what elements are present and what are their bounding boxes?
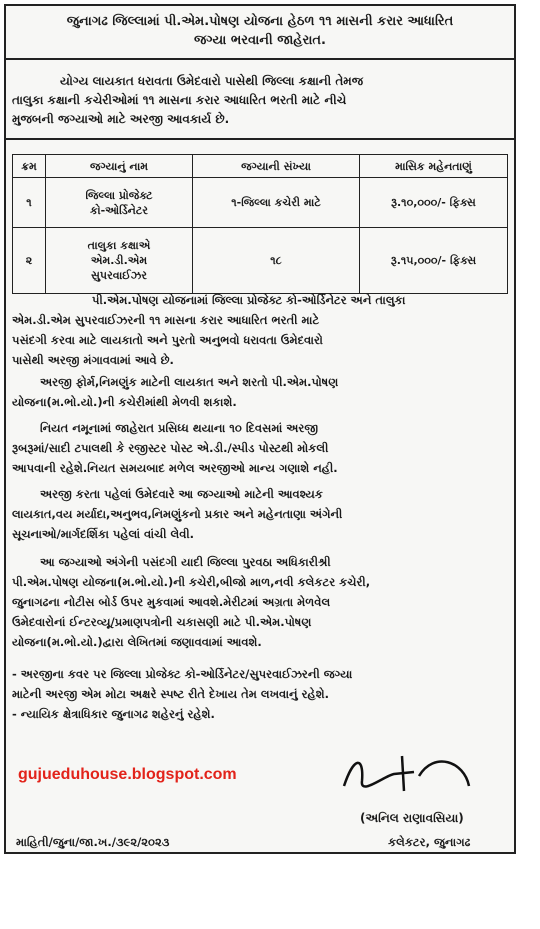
table-header-row <box>13 155 508 178</box>
paragraph-line: - ન્યાયિક ક્ષેત્રાધિકાર જુનાગઢ શહેરનું રહેશે. <box>12 707 215 721</box>
row-number: ૨ <box>13 228 46 294</box>
posts-table <box>12 154 508 294</box>
post-name <box>46 228 193 294</box>
intro-line-3: મુજબની જગ્યાઓ માટે અરજી આવકાર્ય છે. <box>12 112 230 126</box>
table-header-cell: ક્રમ <box>13 155 46 178</box>
paragraph-recruitment <box>12 290 508 370</box>
post-name-line: સુપરવાઈઝર <box>91 269 147 282</box>
post-pay: રૂ.૧૦,૦૦૦/- ફિક્સ <box>360 178 508 228</box>
signature-scribble <box>324 746 474 806</box>
paragraph-line: આપવાની રહેશે.નિયત સમયબાદ મળેલ અરજીઓ માન્ય ગણાશે નહી. <box>12 461 338 475</box>
title-line-2: જગ્યા ભરવાની જાહેરાત. <box>194 33 326 48</box>
paragraph-line: માટેની અરજી એમ મોટા અક્ષરે સ્પષ્ટ રીતે દેખાય તેમ લખવાનું રહેશે. <box>12 687 329 701</box>
paragraph-line: - અરજીના કવર પર જિલ્લા પ્રોજેક્ટ કો-ઓર્ડિનેટર/સુપરવાઈઝરની જગ્યા <box>12 667 353 681</box>
post-name-line: કો-ઓર્ડિનેટર <box>90 203 148 217</box>
paragraph-submission <box>12 418 508 478</box>
paragraph-line: સૂચનાઓ/માર્ગદર્શિકા પહેલાં વાંચી લેવી. <box>12 527 195 541</box>
table-header-cell: જગ્યાની સંખ્યા <box>193 155 360 178</box>
paragraph-selection <box>12 552 508 652</box>
notice-title <box>6 12 514 50</box>
paragraph-line: નિયત નમૂનામાં જાહેરાત પ્રસિધ્ધ થયાના ૧૦ દિવસમાં અરજી <box>40 421 319 435</box>
row-number: ૧ <box>13 178 46 228</box>
notice-frame <box>4 4 516 854</box>
intro-line-1: યોગ્ય લાયકાત ધરાવતા ઉમેદવારો પાસેથી જિલ્લા કક્ષાની તેમજ <box>60 74 364 88</box>
paragraph-line: પાસેથી અરજી મંગાવવામાં આવે છે. <box>12 353 174 367</box>
table-header-cell: જગ્યાનું નામ <box>46 155 193 178</box>
paragraph-line: યોજના(મ.ભો.યો.)ની કચેરીમાંથી મેળવી શકાશે. <box>12 395 237 409</box>
post-name-line: જિલ્લા પ્રોજેક્ટ <box>85 188 153 202</box>
paragraph-line: પી.એમ.પોષણ યોજનામાં જિલ્લા પ્રોજેક્ટ કો-ઓર્ડિનેટર અને તાલુકા <box>92 293 406 307</box>
post-name-line: તાલુકા કક્ષાએ <box>87 239 151 252</box>
reference-number: માહિતી/જુના/જા.ખ./૩૯૨/૨૦૨૩ <box>16 835 170 849</box>
table-header-cell: માસિક મહેનતાણું <box>360 155 508 178</box>
title-line-1: જુનાગઢ જિલ્લામાં પી.એમ.પોષણ યોજના હેઠળ ૧૧ માસની કરાર આધારિત <box>66 14 454 29</box>
paragraph-line: લાયકાત,વય મર્યાદા,અનુભવ,નિમણુંકનો પ્રકાર અને મહેનતાણા અંગેની <box>12 507 343 521</box>
paragraph-line: પસંદગી કરવા માટે લાયકાતો અને પુરતો અનુભવો ધરાવતા ઉમેદવારો <box>12 333 323 347</box>
paragraph-line: અરજી ફોર્મ,નિમણુંક માટેની લાયકાત અને શરતો પી.એમ.પોષણ <box>40 375 339 389</box>
paragraph-line: રૂબરૂમાં/સાદી ટપાલથી કે રજીસ્ટર પોસ્ટ એ.ડી./સ્પીડ પોસ્ટથી મોકલી <box>12 441 329 455</box>
title-divider <box>6 58 514 60</box>
paragraph-line: ઉમેદવારોનાં ઈન્ટરવ્યૂ/પ્રમાણપત્રોની ચકાસણી માટે પી.એમ.પોષણ <box>12 615 312 629</box>
post-name-line: એમ.ડી.એમ <box>90 254 148 267</box>
intro-divider <box>6 138 514 140</box>
paragraph-instructions <box>12 484 508 544</box>
post-count: ૧-જિલ્લા કચેરી માટે <box>193 178 360 228</box>
intro-paragraph <box>12 72 508 129</box>
paragraph-forms <box>12 372 508 412</box>
signatory-designation: કલેકટર, જુનાગઢ <box>388 835 471 849</box>
post-count: ૧૮ <box>193 228 360 294</box>
table-row <box>13 228 508 294</box>
paragraph-line: અરજી કરતા પહેલાં ઉમેદવારે આ જગ્યાઓ માટેની આવશ્યક <box>40 487 323 501</box>
paragraph-line: પી.એમ.પોષણ યોજના(મ.ભો.યો.)ની કચેરી,બીજો માળ,નવી કલેકટર કચેરી, <box>12 575 371 589</box>
blog-watermark: gujueduhouse.blogspot.com <box>18 766 237 783</box>
paragraph-line: યોજના(મ.ભો.યો.)દ્વારા લેખિતમાં જણાવવામાં આવશે. <box>12 635 262 649</box>
post-pay: રૂ.૧૫,૦૦૦/- ફિક્સ <box>360 228 508 294</box>
table-row <box>13 178 508 228</box>
post-name <box>46 178 193 228</box>
paragraph-line: એમ.ડી.એમ સુપરવાઈઝરની ૧૧ માસના કરાર આધારિત ભરતી માટે <box>12 313 320 327</box>
paragraph-line: જુનાગઢના નોટીસ બોર્ડ ઉપર મુકવામાં આવશે.મેરીટમાં અગ્રતા મેળવેલ <box>12 595 331 609</box>
signatory-name: (અનિલ રાણાવસિયા) <box>360 811 464 825</box>
paragraph-line: આ જગ્યાઓ અંગેની પસંદગી યાદી જિલ્લા પુરવઠા અધિકારીશ્રી <box>40 555 331 569</box>
intro-line-2: તાલુકા કક્ષાની કચેરીઓમાં ૧૧ માસના કરાર આધારિત ભરતી માટે નીચે <box>12 93 347 107</box>
paragraph-notes <box>12 664 508 724</box>
